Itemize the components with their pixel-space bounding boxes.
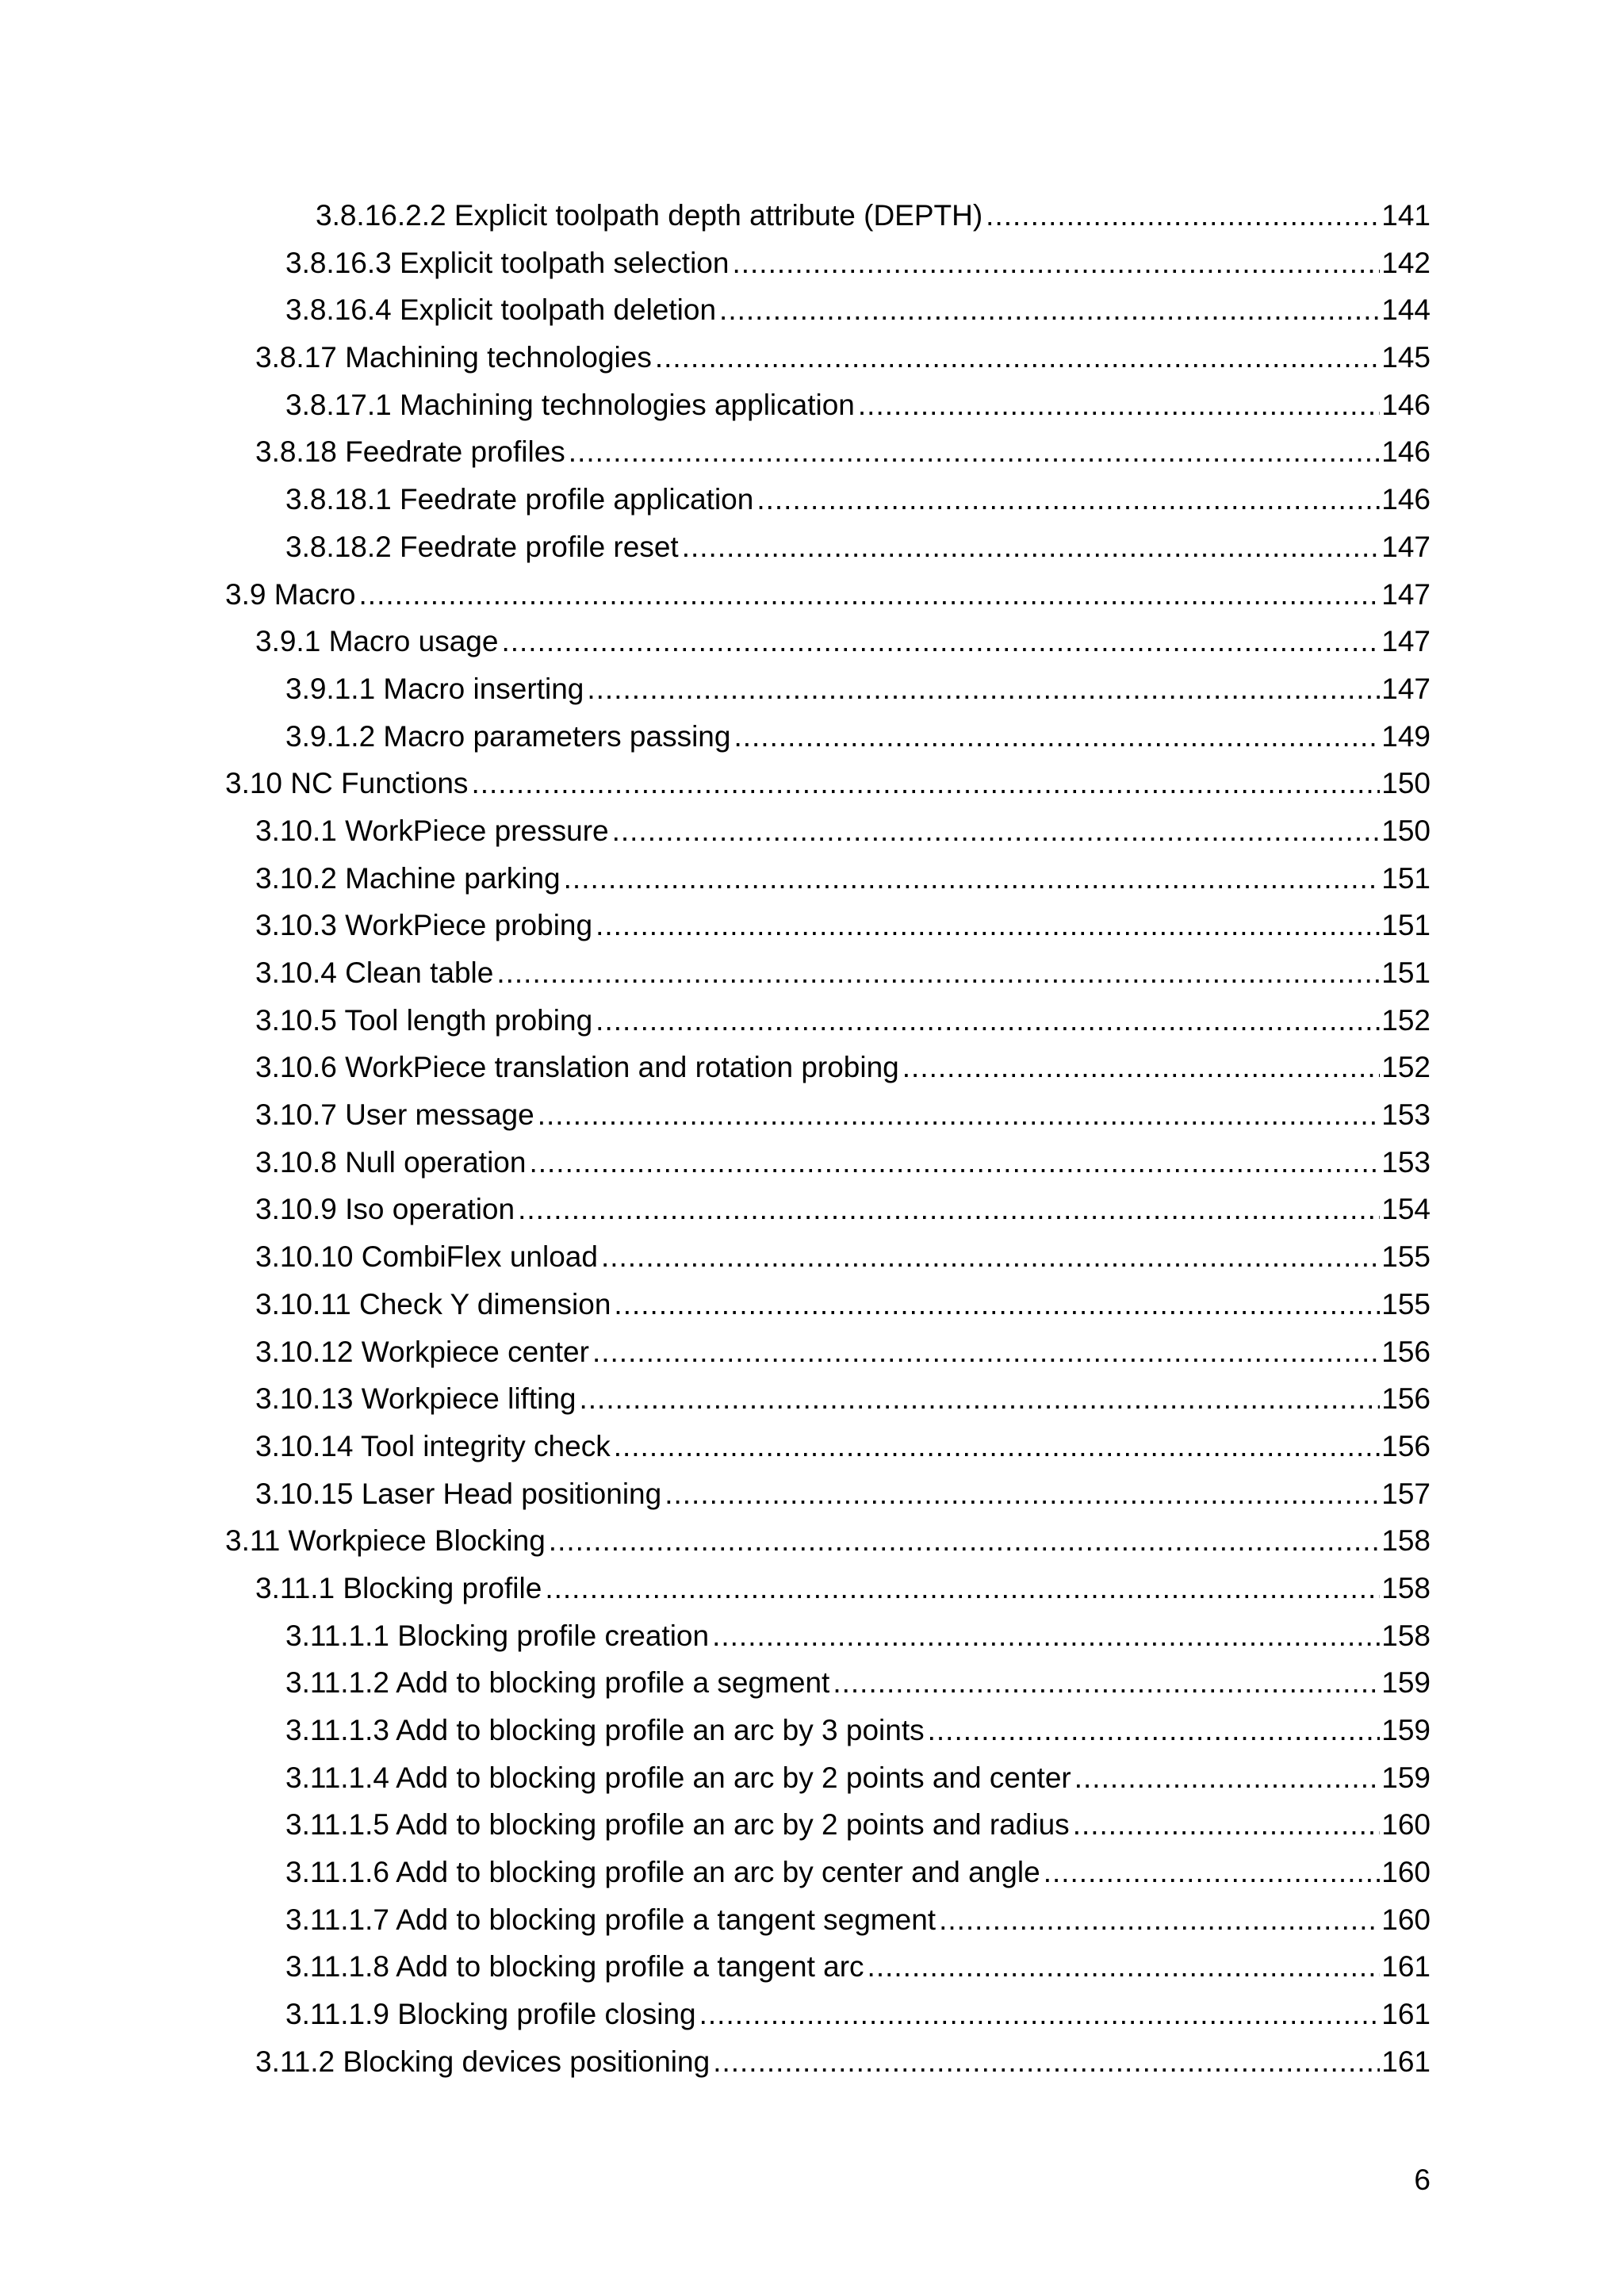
toc-dot-leader bbox=[496, 949, 1380, 997]
toc-entry-title: 3.8.17.1 Machining technologies application bbox=[285, 388, 855, 421]
toc-dot-leader bbox=[501, 618, 1380, 665]
toc-entry[interactable] bbox=[225, 1565, 1431, 1612]
toc-dot-leader bbox=[580, 1375, 1381, 1423]
page-number: 6 bbox=[1414, 2164, 1431, 2196]
toc-entry-title: 3.8.17 Machining technologies bbox=[255, 341, 652, 374]
toc-entry-title: 3.11 Workpiece Blocking bbox=[225, 1524, 546, 1558]
toc-entry[interactable] bbox=[225, 855, 1431, 903]
toc-entry-page: 151 bbox=[1381, 956, 1431, 989]
toc-entry[interactable] bbox=[225, 1754, 1431, 1802]
toc-entry[interactable] bbox=[225, 1091, 1431, 1139]
toc-entry-title: 3.10.15 Laser Head positioning bbox=[255, 1477, 662, 1510]
toc-entry[interactable] bbox=[225, 1375, 1431, 1423]
toc-entry-page: 147 bbox=[1381, 672, 1431, 705]
toc-dot-leader bbox=[986, 192, 1380, 240]
toc-entry-title: 3.10.11 Check Y dimension bbox=[255, 1287, 611, 1320]
toc-entry-title: 3.8.18.2 Feedrate profile reset bbox=[285, 530, 679, 563]
toc-entry-page: 150 bbox=[1381, 814, 1431, 847]
toc-entry-page: 146 bbox=[1381, 435, 1431, 469]
toc-entry[interactable] bbox=[225, 807, 1431, 855]
toc-entry[interactable] bbox=[225, 902, 1431, 949]
toc-entry[interactable] bbox=[225, 1991, 1431, 2038]
toc-entry[interactable] bbox=[225, 381, 1431, 429]
toc-entry-title: 3.10.9 Iso operation bbox=[255, 1193, 515, 1226]
toc-entry[interactable] bbox=[225, 476, 1431, 523]
toc-entry-title: 3.9.1.2 Macro parameters passing bbox=[285, 719, 731, 753]
toc-entry-title: 3.11.1.9 Blocking profile closing bbox=[285, 1998, 696, 2031]
toc-dot-leader bbox=[902, 1044, 1381, 1091]
toc-entry[interactable] bbox=[225, 428, 1431, 476]
toc-entry-title: 3.11.1.5 Add to blocking profile an arc by 2 points and radius bbox=[285, 1808, 1070, 1842]
toc-dot-leader bbox=[587, 665, 1380, 713]
toc-entry-page: 159 bbox=[1381, 1714, 1431, 1746]
toc-dot-leader bbox=[564, 855, 1381, 903]
toc-entry-title: 3.10.10 CombiFlex unload bbox=[255, 1240, 598, 1274]
toc-entry-page: 151 bbox=[1381, 861, 1431, 895]
toc-entry[interactable] bbox=[225, 949, 1431, 997]
toc-entry-page: 153 bbox=[1381, 1145, 1431, 1179]
toc-entry-title: 3.8.18.1 Feedrate profile application bbox=[285, 483, 754, 516]
toc-entry-title: 3.10.3 WorkPiece probing bbox=[255, 909, 593, 942]
toc-entry-title: 3.9 Macro bbox=[225, 577, 356, 611]
toc-entry-page: 151 bbox=[1381, 909, 1431, 942]
toc-dot-leader bbox=[529, 1139, 1380, 1186]
toc-entry[interactable] bbox=[225, 1801, 1431, 1849]
toc-entry-page: 147 bbox=[1381, 577, 1431, 611]
toc-entry-title: 3.11.1.4 Add to blocking profile an arc by 2 points and center bbox=[285, 1761, 1071, 1794]
toc-entry-page: 160 bbox=[1381, 1808, 1431, 1842]
toc-dot-leader bbox=[592, 1328, 1380, 1376]
toc-entry-title: 3.11.1.8 Add to blocking profile a tangent arc bbox=[285, 1950, 864, 1984]
toc-dot-leader bbox=[858, 381, 1380, 429]
toc-dot-leader bbox=[471, 760, 1380, 807]
toc-entry[interactable] bbox=[225, 1707, 1431, 1754]
toc-entry-title: 3.11.1.1 Blocking profile creation bbox=[285, 1619, 710, 1652]
toc-dot-leader bbox=[732, 240, 1380, 287]
toc-entry[interactable] bbox=[225, 523, 1431, 571]
toc-entry[interactable] bbox=[225, 665, 1431, 713]
toc-dot-leader bbox=[655, 334, 1380, 381]
toc-entry-title: 3.8.16.3 Explicit toolpath selection bbox=[285, 246, 730, 279]
toc-dot-leader bbox=[1073, 1801, 1381, 1849]
toc-entry-title: 3.10.13 Workpiece lifting bbox=[255, 1382, 576, 1416]
toc-entry[interactable] bbox=[225, 1659, 1431, 1707]
toc-entry-title: 3.10.14 Tool integrity check bbox=[255, 1429, 611, 1462]
toc-dot-leader bbox=[569, 428, 1380, 476]
toc-entry-page: 141 bbox=[1381, 199, 1431, 232]
toc-entry-page: 146 bbox=[1381, 483, 1431, 516]
toc-entry-page: 150 bbox=[1381, 767, 1431, 800]
toc-entry-title: 3.10.6 WorkPiece translation and rotation probing bbox=[255, 1051, 899, 1084]
toc-dot-leader bbox=[596, 997, 1380, 1045]
toc-entry-page: 153 bbox=[1381, 1098, 1431, 1132]
toc-entry[interactable] bbox=[225, 1233, 1431, 1281]
toc-dot-leader bbox=[682, 523, 1381, 571]
toc-entry-title: 3.10.8 Null operation bbox=[255, 1145, 527, 1179]
toc-dot-leader bbox=[601, 1233, 1380, 1281]
toc-entry-page: 155 bbox=[1381, 1287, 1431, 1320]
toc-entry-title: 3.11.1.2 Add to blocking profile a segment bbox=[285, 1666, 830, 1700]
toc-dot-leader bbox=[712, 1612, 1380, 1660]
toc-entry-title: 3.8.16.4 Explicit toolpath deletion bbox=[285, 293, 717, 327]
toc-entry-title: 3.10.12 Workpiece center bbox=[255, 1335, 589, 1368]
toc-entry-page: 161 bbox=[1381, 1950, 1431, 1984]
toc-entry-page: 147 bbox=[1381, 625, 1431, 658]
toc-entry-page: 158 bbox=[1381, 1524, 1431, 1558]
toc-entry-page: 146 bbox=[1381, 388, 1431, 421]
toc-entry-page: 149 bbox=[1381, 719, 1431, 753]
toc-entry-page: 156 bbox=[1381, 1429, 1431, 1462]
toc-dot-leader bbox=[1044, 1849, 1381, 1896]
toc-dot-leader bbox=[699, 1991, 1381, 2038]
toc-entry[interactable] bbox=[225, 1470, 1431, 1518]
toc-entry-page: 152 bbox=[1381, 1051, 1431, 1084]
toc-entry[interactable] bbox=[225, 997, 1431, 1045]
toc-dot-leader bbox=[833, 1659, 1380, 1707]
toc-dot-leader bbox=[665, 1470, 1380, 1518]
toc-entry-page: 147 bbox=[1381, 530, 1431, 563]
toc-entry[interactable] bbox=[225, 1186, 1431, 1233]
toc-entry-title: 3.11.1.3 Add to blocking profile an arc by 3 points bbox=[285, 1714, 925, 1746]
toc-dot-leader bbox=[359, 571, 1381, 619]
toc-entry-page: 154 bbox=[1381, 1193, 1431, 1226]
toc-entry[interactable] bbox=[225, 1139, 1431, 1186]
toc-entry-page: 161 bbox=[1381, 1998, 1431, 2031]
toc-entry-page: 159 bbox=[1381, 1666, 1431, 1700]
toc-entry-page: 157 bbox=[1381, 1477, 1431, 1510]
toc-dot-leader bbox=[596, 902, 1380, 949]
toc-dot-leader bbox=[756, 476, 1380, 523]
toc-entry-page: 159 bbox=[1381, 1761, 1431, 1794]
toc-dot-leader bbox=[719, 286, 1380, 334]
toc-dot-leader bbox=[713, 2038, 1380, 2086]
toc-entry[interactable] bbox=[225, 1423, 1431, 1470]
toc-entry[interactable] bbox=[225, 192, 1431, 240]
toc-entry-title: 3.11.1.6 Add to blocking profile an arc by center and angle bbox=[285, 1856, 1040, 1889]
toc-entry-page: 161 bbox=[1381, 2045, 1431, 2078]
toc-entry-title: 3.10.1 WorkPiece pressure bbox=[255, 814, 609, 847]
toc-entry[interactable] bbox=[225, 334, 1431, 381]
toc-dot-leader bbox=[868, 1943, 1381, 1991]
toc-entry-page: 155 bbox=[1381, 1240, 1431, 1274]
toc-entry-title: 3.11.2 Blocking devices positioning bbox=[255, 2045, 710, 2078]
toc-entry[interactable] bbox=[225, 1943, 1431, 1991]
toc-entry-title: 3.8.18 Feedrate profiles bbox=[255, 435, 565, 469]
toc-entry[interactable] bbox=[225, 713, 1431, 761]
toc-entry[interactable] bbox=[225, 1044, 1431, 1091]
toc-entry-page: 160 bbox=[1381, 1903, 1431, 1936]
toc-dot-leader bbox=[939, 1896, 1380, 1944]
toc-entry-page: 158 bbox=[1381, 1571, 1431, 1604]
toc-dot-leader bbox=[733, 713, 1380, 761]
toc-entry-title: 3.9.1 Macro usage bbox=[255, 625, 499, 658]
toc-entry-page: 152 bbox=[1381, 1003, 1431, 1037]
toc-entry-title: 3.11.1 Blocking profile bbox=[255, 1571, 542, 1604]
toc-entry[interactable] bbox=[225, 1849, 1431, 1896]
toc-entry-page: 145 bbox=[1381, 341, 1431, 374]
toc-entry[interactable] bbox=[225, 240, 1431, 287]
toc-entry[interactable] bbox=[225, 1281, 1431, 1328]
toc-dot-leader bbox=[1074, 1754, 1381, 1802]
toc-entry-page: 156 bbox=[1381, 1335, 1431, 1368]
toc-entry-page: 144 bbox=[1381, 293, 1431, 327]
toc-entry-title: 3.11.1.7 Add to blocking profile a tangent segment bbox=[285, 1903, 936, 1936]
toc-entry-title: 3.10 NC Functions bbox=[225, 767, 469, 800]
toc-entry[interactable] bbox=[225, 1517, 1431, 1565]
table-of-contents bbox=[225, 192, 1431, 2086]
toc-entry[interactable] bbox=[225, 1612, 1431, 1660]
toc-entry-page: 156 bbox=[1381, 1382, 1431, 1416]
toc-dot-leader bbox=[614, 1423, 1381, 1470]
toc-entry[interactable] bbox=[225, 618, 1431, 665]
toc-entry[interactable] bbox=[225, 760, 1431, 807]
toc-dot-leader bbox=[538, 1091, 1381, 1139]
toc-dot-leader bbox=[614, 1281, 1380, 1328]
toc-entry-title: 3.10.2 Machine parking bbox=[255, 861, 561, 895]
toc-entry[interactable] bbox=[225, 571, 1431, 619]
toc-entry[interactable] bbox=[225, 286, 1431, 334]
toc-entry-title: 3.8.16.2.2 Explicit toolpath depth attribute (DEPTH) bbox=[316, 199, 983, 232]
toc-entry[interactable] bbox=[225, 2038, 1431, 2086]
toc-dot-leader bbox=[549, 1517, 1380, 1565]
toc-entry-title: 3.10.5 Tool length probing bbox=[255, 1003, 593, 1037]
toc-dot-leader bbox=[928, 1707, 1381, 1754]
toc-entry-page: 142 bbox=[1381, 246, 1431, 279]
toc-entry-title: 3.9.1.1 Macro inserting bbox=[285, 672, 584, 705]
toc-dot-leader bbox=[545, 1565, 1380, 1612]
toc-dot-leader bbox=[612, 807, 1381, 855]
toc-entry-page: 158 bbox=[1381, 1619, 1431, 1652]
toc-entry-title: 3.10.4 Clean table bbox=[255, 956, 494, 989]
toc-entry[interactable] bbox=[225, 1896, 1431, 1944]
toc-entry-title: 3.10.7 User message bbox=[255, 1098, 534, 1132]
toc-dot-leader bbox=[518, 1186, 1380, 1233]
toc-entry[interactable] bbox=[225, 1328, 1431, 1376]
toc-entry-page: 160 bbox=[1381, 1856, 1431, 1889]
